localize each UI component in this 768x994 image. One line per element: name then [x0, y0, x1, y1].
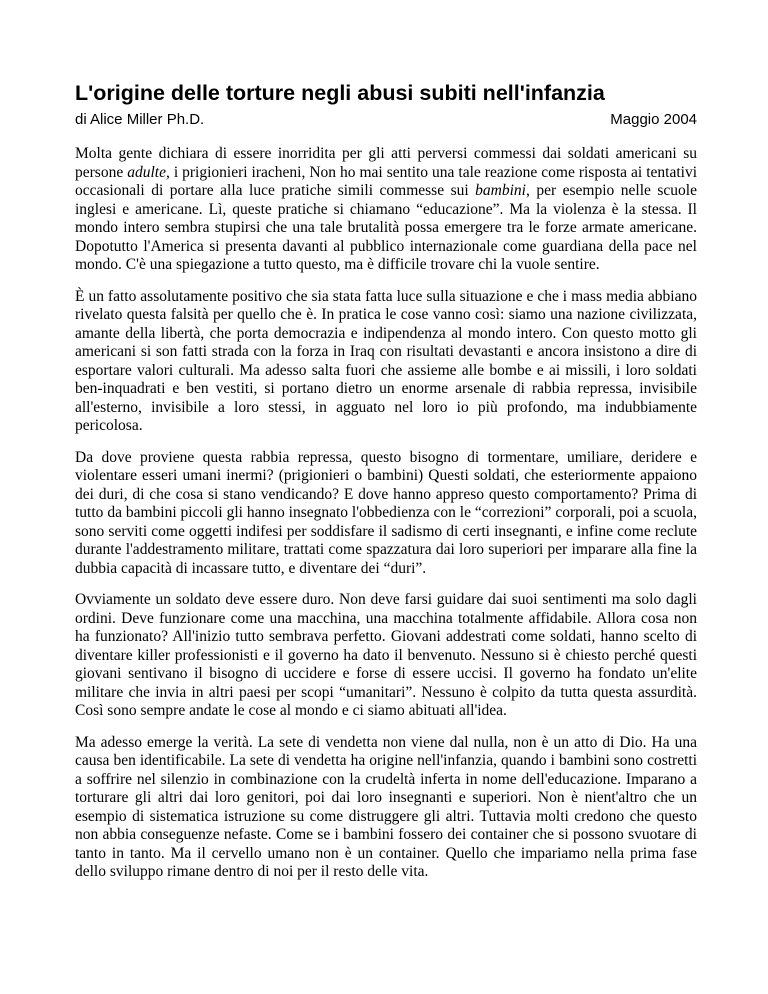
- text-segment: È un fatto assolutamente positivo che sia stata fatta luce sulla situazione e che i mass media abbiano rivelato questa falsità per quello che è. In pratica le cose vanno così: siamo una nazione civilizzata, amante della libertà, che porta democrazia e indipendenza al mondo intero. Con questo motto gli americani si son fatti strada con la forza in Iraq con risultati devastanti e ancora insistono a dire di esportare valori culturali. Ma adesso salta fuori che assieme alle bombe e ai missili, i loro soldati ben-inquadrati e ben vestiti, si portano dietro un enorme arsenale di rabbia repressa, invisibile all'esterno, invisibile a loro stessi, in agguato nel loro io più profondo, ma indubbiamente pericolosa.: [75, 287, 697, 434]
- italic-segment: adulte,: [127, 163, 170, 181]
- paragraph-1: [75, 145, 697, 275]
- italic-segment: bambini: [475, 182, 526, 199]
- byline: [75, 111, 697, 129]
- paragraph-2: [75, 288, 697, 436]
- text-segment: , per esempio nelle scuole inglesi e americane. Lì, queste pratiche si chiamano “educazione”. Ma la violenza è la stessa. Il mondo intero sembra stupirsi che una tale brutalità possa emergere tra le forze armate americane. Dopotutto l'America si presenta davanti al pubblico internazionale come guardiana della pace nel mondo. C'è una spiegazione a tutto questo, ma è difficile trovare chi la vuole sentire.: [75, 182, 697, 273]
- article-title: L'origine delle torture negli abusi subiti nell'infanzia: [75, 81, 605, 105]
- text-segment: Ovviamente un soldato deve essere duro. Non deve farsi guidare dai suoi sentimenti ma solo dagli ordini. Deve funzionare come una macchina, una macchina totalmente affidabile. Allora cosa non ha funzionato? All'inizio tutto sembrava perfetto. Giovani addestrati come soldati, hanno scelto di diventare killer professionisti e il governo ha dato il benvenuto. Nessuno si è chiesto perché questi giovani sentivano il bisogno di uccidere e forse di essere uccisi. Il governo ha fondato un'elite militare che invia in altri paesi per scopi “umanitari”. Nessuno è colpito da tutta questa assurdità. Così sono sempre andate le cose al mondo e ci siamo abituati all'idea.: [75, 591, 697, 719]
- text-segment: Ma adesso emerge la verità. La sete di vendetta non viene dal nulla, non è un atto di Dio. Ha una causa ben identificabile. La sete di vendetta ha origine nell'infanzia, quando i bambini sono costretti a soffrire nel silenzio in combinazione con la crudeltà inferta in nome dell'educazione. Imparano a torturare gli altri dai loro genitori, poi dai loro insegnanti e superiori. Non è nient'altro che un esempio di sistematica istruzione su come distruggere gli altri. Tuttavia molti credono che questo non abbia conseguenze nefaste. Come se i bambini fossero dei container che si possono svuotare di tanto in tanto. Ma il cervello umano non è un container. Quello che impariamo nella prima fase dello sviluppo rimane dentro di noi per il resto delle vita.: [75, 733, 697, 880]
- document-page: [75, 80, 697, 895]
- paragraph-3: [75, 449, 697, 579]
- paragraph-4: [75, 591, 697, 721]
- text-segment: i prigionieri iracheni, Non ho mai sentito una tale reazione come risposta ai tentativi occasionali di portare alla luce pratiche simili commesse sui: [75, 163, 698, 199]
- author-line: di Alice Miller Ph.D.: [75, 111, 205, 128]
- text-segment: Molta gente dichiara di essere inorridita per gli atti perversi commessi dai soldati americani su persone: [75, 145, 697, 181]
- article-body: [75, 145, 697, 882]
- text-segment: Da dove proviene questa rabbia repressa, questo bisogno di tormentare, umiliare, deridere e violentare esseri umani inermi? (prigionieri o bambini) Questi soldati, che esteriormente appaiono dei duri, di che cosa si stano vendicando? E dove hanno appreso questo comportamento? Prima di tutto da bambini piccoli gli hanno insegnato l'obbedienza con le “correzioni” corporali, poi a scuola, sono serviti come oggetti indifesi per soddisfare il sadismo di certi insegnanti, e infine come reclute durante l'addestramento militare, trattati come spazzatura dai loro superiori per imparare alla fine la dubbia capacità di incassare tutto, e diventare dei “duri”.: [75, 448, 697, 577]
- date-line: Maggio 2004: [610, 111, 697, 128]
- paragraph-5: [75, 734, 697, 882]
